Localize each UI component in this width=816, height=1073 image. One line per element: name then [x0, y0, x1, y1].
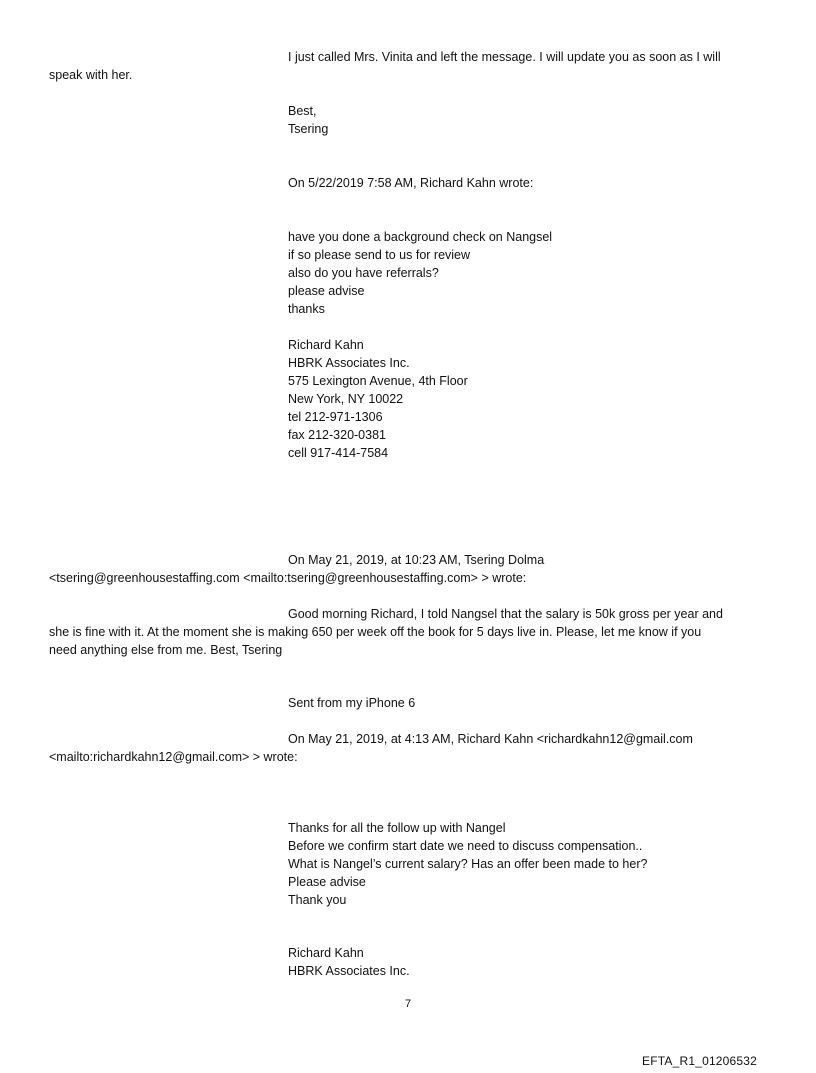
message-3-line: Thank you [288, 893, 347, 907]
message-2-line-1: Good morning Richard, I told Nangsel that the salary is 50k gross per year and [288, 607, 723, 621]
reply-line-2: speak with her. [49, 68, 133, 82]
reply-closing: Best, [288, 104, 317, 118]
message-3-line: What is Nangel’s current salary? Has an offer been made to her? [288, 857, 648, 871]
message-1-line: have you done a background check on Nangsel [288, 230, 553, 244]
message-2-line-2: she is fine with it. At the moment she is making 650 per week off the book for 5 days live in. Please, let me know if you [49, 625, 702, 639]
signature-short-line: HBRK Associates Inc. [288, 964, 410, 978]
bates-number: EFTA_R1_01206532 [642, 1054, 758, 1068]
message-3-line: Please advise [288, 875, 366, 889]
message-3-line: Thanks for all the follow up with Nangel [288, 821, 506, 835]
quoted-header-3-line-2: <mailto:richardkahn12@gmail.com> > wrote: [49, 750, 298, 764]
signature-line: cell 917-414-7584 [288, 446, 389, 460]
reply-line-1: I just called Mrs. Vinita and left the message. I will update you as soon as I will [288, 50, 721, 64]
message-1-line: thanks [288, 302, 325, 316]
page-number: 7 [404, 998, 412, 1010]
message-1-line: please advise [288, 284, 365, 298]
message-3-line: Before we confirm start date we need to discuss compensation.. [288, 839, 643, 853]
message-1-line: also do you have referrals? [288, 266, 439, 280]
quoted-header-2-line-1: On May 21, 2019, at 10:23 AM, Tsering Dolma [288, 553, 545, 567]
reply-signature-name: Tsering [288, 122, 329, 136]
signature-line: fax 212-320-0381 [288, 428, 386, 442]
sent-from-line: Sent from my iPhone 6 [288, 696, 416, 710]
quoted-header-1: On 5/22/2019 7:58 AM, Richard Kahn wrote: [288, 176, 534, 190]
quoted-header-2-line-2: <tsering@greenhousestaffing.com <mailto:tsering@greenhousestaffing.com> > wrote: [49, 571, 527, 585]
signature-line: New York, NY 10022 [288, 392, 404, 406]
signature-line: HBRK Associates Inc. [288, 356, 410, 370]
signature-line: 575 Lexington Avenue, 4th Floor [288, 374, 468, 388]
signature-line: Richard Kahn [288, 338, 364, 352]
message-2-line-3: need anything else from me. Best, Tsering [49, 643, 283, 657]
signature-short-line: Richard Kahn [288, 946, 364, 960]
message-1-line: if so please send to us for review [288, 248, 471, 262]
signature-line: tel 212-971-1306 [288, 410, 383, 424]
quoted-header-3-line-1: On May 21, 2019, at 4:13 AM, Richard Kahn <richardkahn12@gmail.com [288, 732, 693, 746]
